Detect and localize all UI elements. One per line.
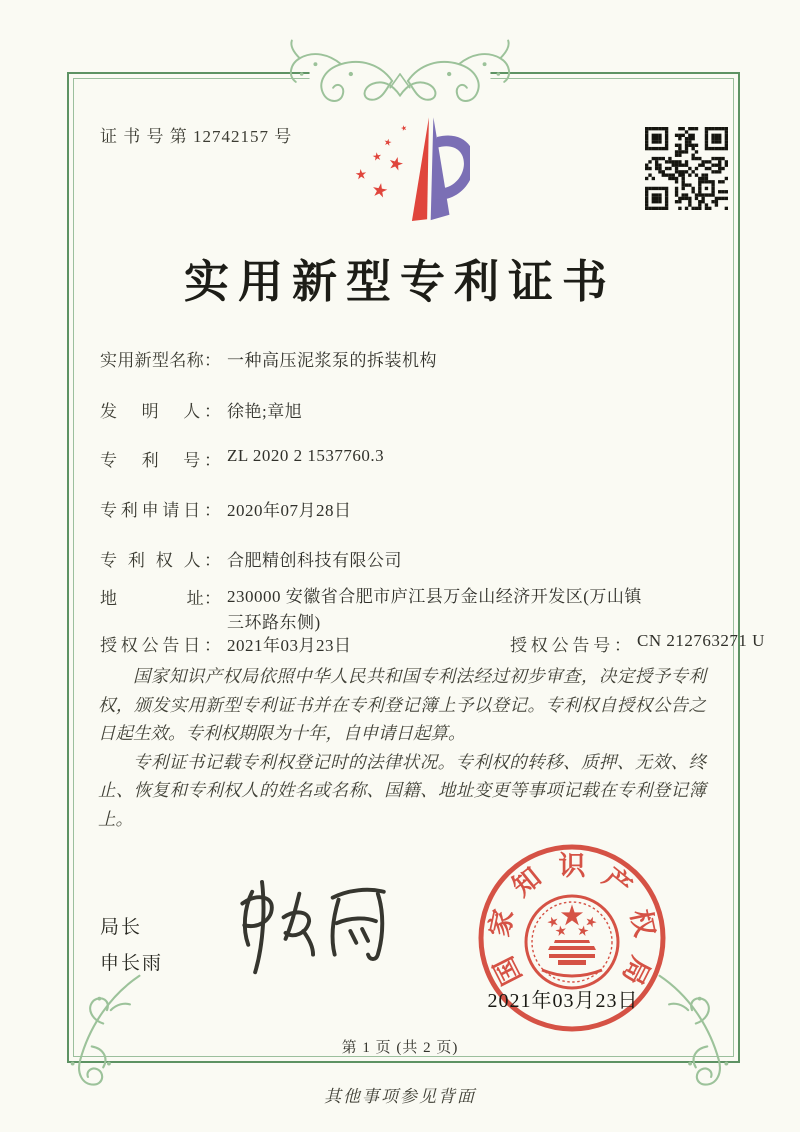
field-label: 授权公告日： <box>100 636 221 655</box>
field-value: 2020年07月28日 <box>227 501 352 520</box>
field-row-name <box>100 346 437 371</box>
field-row-patent-number <box>100 446 384 471</box>
svg-text:局: 局 <box>616 951 656 990</box>
svg-text:权: 权 <box>624 906 660 940</box>
grant-number-group <box>510 631 765 656</box>
field-value: 徐艳;章旭 <box>227 402 303 421</box>
legal-paragraph-2: 专利证书记载专利权登记时的法律状况。专利权的转移、质押、无效、终止、恢复和专利权人的姓名或名称、国籍、地址变更等事项记载在专利登记簿上。 <box>98 751 706 829</box>
field-label: 实用新型名称： <box>100 351 221 370</box>
field-label: 专利申请日： <box>100 501 221 520</box>
legal-paragraph-1: 国家知识产权局依照中华人民共和国专利法经过初步审查，决定授予专利权，颁发实用新型专利证书并在专利登记簿上予以登记。专利权自授权公告之日起生效。专利权期限为十年，自申请日起算。 <box>98 666 706 743</box>
bottom-left-flourish-ornament <box>44 970 149 1098</box>
field-value: 230000 安徽省合肥市庐江县万金山经济开发区(万山镇三环路东侧) <box>227 587 642 632</box>
cnipa-logo-icon <box>336 108 470 234</box>
field-value: ZL 2020 2 1537760.3 <box>227 446 385 465</box>
field-row-filing-date <box>100 496 352 521</box>
field-row-address <box>100 584 659 636</box>
handwritten-signature <box>222 878 410 986</box>
back-note: 其他事项参见背面 <box>324 1087 476 1106</box>
svg-text:产: 产 <box>597 861 638 903</box>
qr-code <box>645 127 728 210</box>
field-row-grant <box>100 631 765 656</box>
field-value: 合肥精创科技有限公司 <box>227 551 402 570</box>
certificate-title: 实用新型专利证书 <box>183 257 616 307</box>
national-emblem-icon <box>526 896 618 988</box>
field-value: 一种高压泥浆泵的拆装机构 <box>227 351 437 370</box>
svg-text:识: 识 <box>558 851 586 881</box>
signer-name: 申长雨 <box>100 953 164 974</box>
field-row-patentee <box>100 546 402 571</box>
signer-title: 局长 <box>100 917 143 938</box>
legal-text <box>98 662 706 833</box>
field-label: 专 利 权 人： <box>100 551 221 570</box>
top-flourish-ornament <box>282 34 518 114</box>
field-row-inventor <box>100 397 302 422</box>
field-label: 授权公告号： <box>510 636 631 655</box>
svg-text:国: 国 <box>488 951 528 990</box>
seal-date: 2021年03月23日 <box>487 990 639 1012</box>
svg-text:知: 知 <box>506 861 547 903</box>
field-label: 地 址： <box>100 589 221 608</box>
svg-text:家: 家 <box>484 906 520 940</box>
field-label: 专 利 号： <box>100 451 221 470</box>
grant-number-value: CN 212763271 U <box>637 631 765 650</box>
field-label: 发 明 人： <box>100 402 221 421</box>
certificate-number: 证 书 号 第 12742157 号 <box>100 127 293 146</box>
grant-date-value: 2021年03月23日 <box>227 636 352 655</box>
page-indicator: 第 1 页 (共 2 页) <box>341 1040 459 1056</box>
